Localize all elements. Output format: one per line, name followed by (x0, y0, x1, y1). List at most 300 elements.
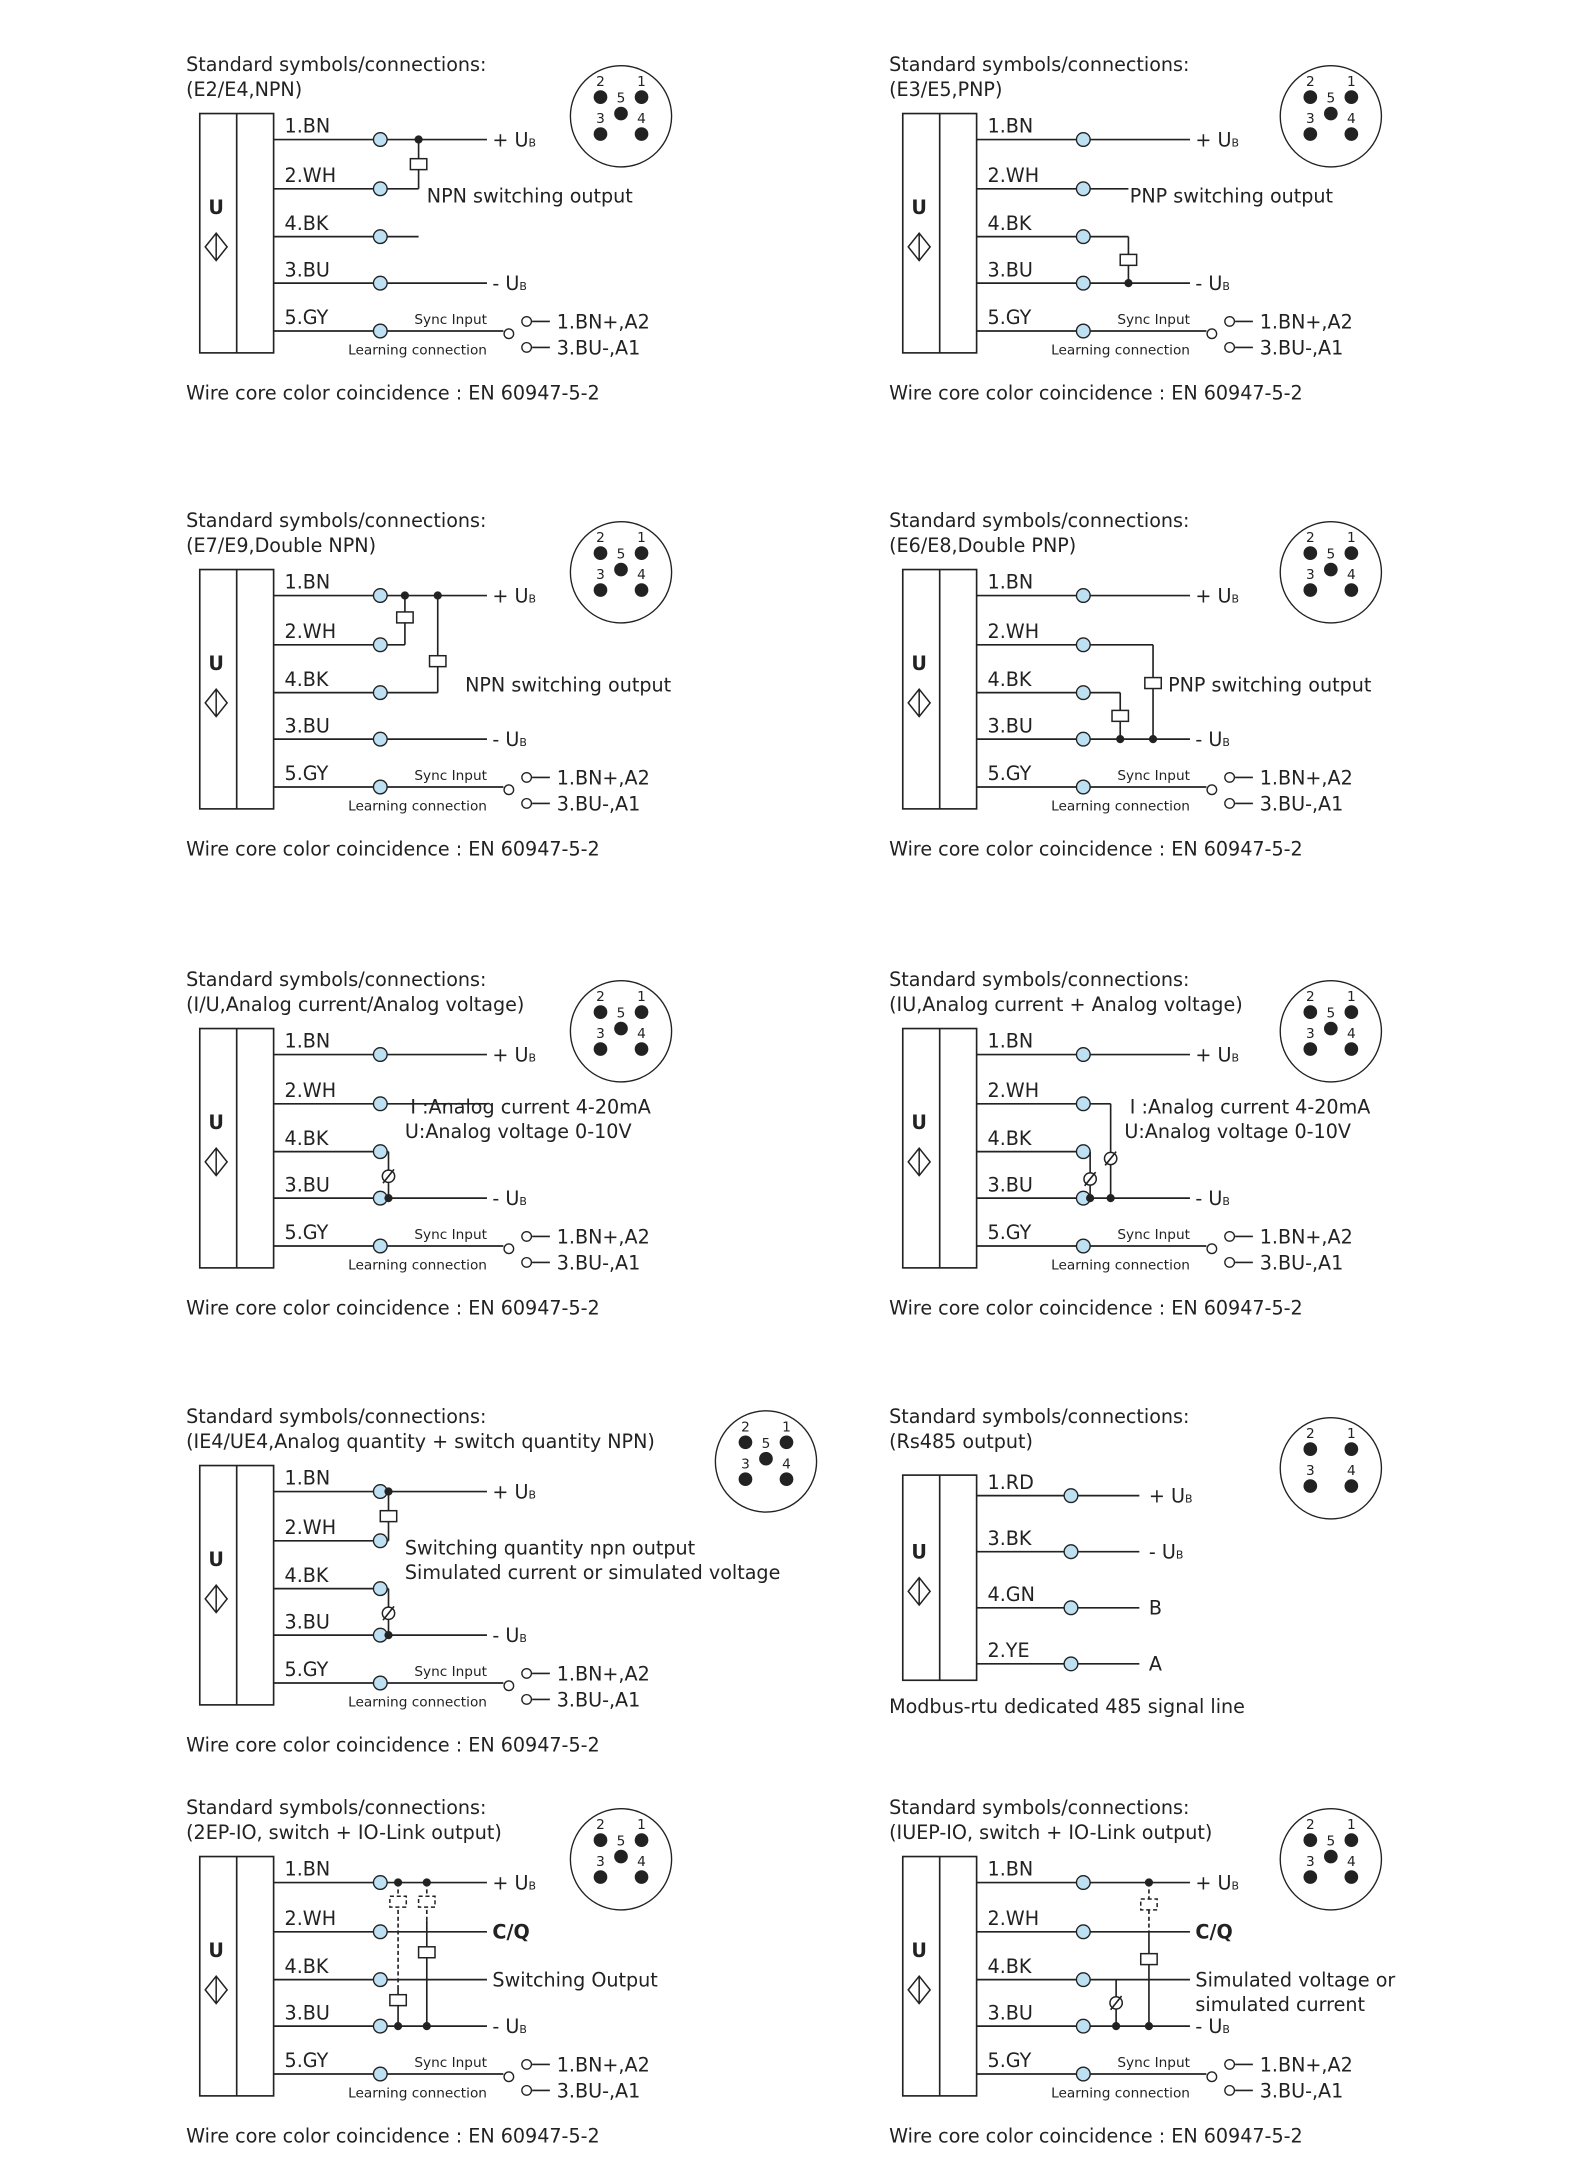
sync-input-label: Sync Input (1117, 768, 1190, 785)
wire-label: 2.WH (284, 1515, 337, 1539)
junction-dot (1086, 1194, 1094, 1202)
pin-number: 2 (741, 1419, 750, 1436)
output-description: simulated current (1195, 1993, 1365, 2017)
pin-number: 1 (637, 74, 646, 91)
learning-connection-label: Learning connection (348, 2085, 487, 2102)
junction-dot (1303, 583, 1317, 597)
wire-label: 1.BN (284, 570, 331, 594)
wire-label: 5.GY (284, 762, 329, 786)
wire-label: 4.BK (284, 1954, 329, 1978)
open-contact-icon (1225, 799, 1235, 809)
terminal-icon (1076, 1145, 1090, 1159)
terminal-icon (1076, 182, 1090, 196)
panel-title: Standard symbols/connections: (889, 53, 1190, 77)
junction-dot (1145, 1878, 1153, 1886)
subscript: B (1222, 735, 1230, 749)
terminal-icon (1064, 1545, 1078, 1559)
output-description: NPN switching output (426, 184, 633, 208)
learning-connection-label: Learning connection (348, 798, 487, 815)
wiring-panel (186, 1795, 870, 2167)
panel-subtitle: (E7/E9,Double NPN) (186, 533, 377, 557)
panel-title: Standard symbols/connections: (889, 1405, 1190, 1429)
sensor-symbol-label: U (911, 1939, 927, 1963)
wiring-panel (186, 508, 870, 880)
end-label-text: A (1148, 1652, 1163, 1676)
terminal-icon (1076, 324, 1090, 338)
end-label (492, 1187, 527, 1210)
terminal-icon (373, 133, 387, 147)
junction-dot (1345, 1442, 1359, 1456)
panel-subtitle: (Rs485 output) (889, 1429, 1033, 1453)
connector-pinout-icon (1280, 66, 1381, 167)
terminal-icon (1076, 589, 1090, 603)
load-symbol (1141, 1899, 1157, 1910)
pin-number: 4 (637, 1026, 646, 1043)
pin-number: 1 (1347, 74, 1356, 91)
terminal-icon (373, 1534, 387, 1548)
subscript: B (519, 1194, 527, 1208)
pin-number: 4 (782, 1456, 791, 1473)
pin-number: 4 (1347, 1463, 1356, 1480)
wiring-diagram (186, 1404, 870, 1776)
terminal-icon (1064, 1601, 1078, 1615)
switching-elements (390, 1878, 435, 2030)
subscript: B (528, 1879, 537, 1893)
panel-subtitle: (2EP-IO, switch + IO-Link output) (186, 1820, 502, 1844)
pin-number: 5 (616, 1833, 626, 1850)
panel-title: Standard symbols/connections: (889, 968, 1190, 992)
junction-dot (414, 135, 422, 143)
terminal-icon (1076, 638, 1090, 652)
junction-dot (1345, 546, 1359, 560)
pin-number: 1 (782, 1419, 791, 1436)
load-symbol (1145, 678, 1161, 689)
pin-number: 5 (616, 546, 626, 563)
junction-dot (614, 107, 628, 121)
junction-dot (1345, 90, 1359, 104)
junction-dot (1303, 127, 1317, 141)
sync-target-label: 1.BN+,A2 (556, 2053, 650, 2077)
connector-pinout-icon (570, 1809, 671, 1910)
subscript: B (519, 1631, 527, 1645)
end-label-text: - U (492, 1623, 520, 1647)
wiring-panel (186, 967, 870, 1339)
panel-title: Standard symbols/connections: (186, 968, 487, 992)
pin-number: 2 (1305, 530, 1315, 547)
junction-dot (384, 1194, 392, 1202)
panel-footer: Modbus-rtu dedicated 485 signal line (889, 1695, 1245, 1719)
junction-dot (635, 546, 649, 560)
end-label-text: Simulated voltage or (1195, 1968, 1396, 1992)
terminal-icon (373, 2067, 387, 2081)
pin-number: 3 (596, 1026, 605, 1043)
output-description: PNP switching output (1129, 184, 1334, 208)
subscript: B (528, 1051, 537, 1065)
sync-input-label: Sync Input (1117, 312, 1190, 329)
end-label-text: - U (492, 2014, 520, 2038)
end-label-text: C/Q (1195, 1920, 1233, 1944)
wire-label: 1.BN (284, 1466, 331, 1490)
panel-subtitle: (IUEP-IO, switch + IO-Link output) (889, 1820, 1213, 1844)
load-symbol (397, 612, 413, 623)
switching-elements (1112, 645, 1161, 743)
end-label-text: Switching Output (492, 1968, 658, 1992)
end-label (492, 128, 536, 151)
panel-title: Standard symbols/connections: (889, 509, 1190, 533)
wire-label: 4.BK (284, 1563, 329, 1587)
end-label (1195, 1921, 1232, 1944)
subscript: B (1222, 279, 1230, 293)
junction-dot (1345, 1870, 1359, 1884)
junction-dot (1345, 127, 1359, 141)
terminal-icon (1076, 686, 1090, 700)
end-label-text: + U (1148, 1484, 1186, 1508)
subscript: B (1185, 1492, 1193, 1506)
junction-dot (401, 591, 409, 599)
wire-label: 2.WH (987, 619, 1040, 643)
output-description: U:Analog voltage 0-10V (404, 1119, 632, 1143)
subscript: B (519, 279, 527, 293)
junction-dot (780, 1435, 794, 1449)
junction-dot (780, 1472, 794, 1486)
terminal-icon (373, 1097, 387, 1111)
terminal-icon (373, 1239, 387, 1253)
pin-number: 4 (1347, 1854, 1356, 1871)
pin-number: 5 (1326, 90, 1336, 107)
open-contact-icon (522, 1669, 532, 1679)
sync-input-label: Sync Input (1117, 1227, 1190, 1244)
terminal-icon (1076, 1097, 1090, 1111)
junction-dot (394, 2022, 402, 2030)
output-description: Switching quantity npn output (404, 1536, 696, 1560)
terminal-icon (1076, 1876, 1090, 1890)
end-label (492, 1968, 658, 1991)
wire-label: 5.GY (284, 2049, 329, 2073)
wire-label: 2.WH (987, 163, 1040, 187)
junction-dot (739, 1472, 753, 1486)
junction-dot (759, 1452, 773, 1466)
terminal-icon (1076, 1925, 1090, 1939)
junction-dot (1303, 1479, 1317, 1493)
open-contact-icon (522, 773, 532, 783)
sensor-symbol-label: U (208, 196, 224, 220)
load-symbol (390, 1896, 406, 1907)
junction-dot (739, 1435, 753, 1449)
pin-number: 5 (616, 1005, 626, 1022)
panel-subtitle: (I/U,Analog current/Analog voltage) (186, 992, 525, 1016)
end-label (1149, 1653, 1162, 1676)
junction-dot (1303, 90, 1317, 104)
open-contact-icon (522, 1258, 532, 1268)
sync-target-label: 3.BU-,A1 (556, 792, 641, 816)
junction-dot (594, 90, 608, 104)
junction-dot (635, 127, 649, 141)
wiring-diagram (889, 967, 1573, 1339)
junction-dot (594, 1005, 608, 1019)
junction-dot (1303, 1833, 1317, 1847)
sync-target-label: 3.BU-,A1 (1259, 792, 1344, 816)
junction-dot (1345, 583, 1359, 597)
sync-target-label: 3.BU-,A1 (556, 1251, 641, 1275)
wire-label: 1.BN (284, 1857, 331, 1881)
end-label (1149, 1484, 1193, 1507)
junction-dot (1145, 2022, 1153, 2030)
end-label-text: B (1148, 1596, 1163, 1620)
load-symbol (1141, 1954, 1157, 1965)
junction-dot (594, 583, 608, 597)
wire-label: 3.BU (284, 2001, 330, 2025)
open-contact-icon (1225, 1258, 1235, 1268)
end-label-text: - U (1148, 1540, 1176, 1564)
open-contact-icon (522, 2086, 532, 2096)
end-label-text: C/Q (492, 1920, 530, 1944)
end-label (1195, 1187, 1230, 1210)
wire-label: 5.GY (987, 306, 1032, 330)
wire-label: 3.BU (284, 714, 330, 738)
switching-elements (1120, 237, 1136, 288)
learning-connection-label: Learning connection (348, 1257, 487, 1274)
pin-number: 3 (1305, 1026, 1315, 1043)
sync-target-label: 1.BN+,A2 (1259, 1225, 1353, 1249)
end-label (492, 728, 527, 751)
junction-dot (635, 1042, 649, 1056)
subscript: B (528, 136, 537, 150)
wire-label: 4.BK (284, 667, 329, 691)
pin-number: 5 (616, 90, 626, 107)
junction-dot (1303, 1005, 1317, 1019)
junction-dot (1107, 1194, 1115, 1202)
end-label-text: - U (492, 727, 520, 751)
terminal-icon (373, 276, 387, 290)
terminal-icon (373, 638, 387, 652)
junction-dot (1324, 1022, 1338, 1036)
wiring-diagram (889, 508, 1573, 880)
junction-dot (434, 591, 442, 599)
junction-dot (635, 583, 649, 597)
wire-label: 2.YE (987, 1639, 1030, 1663)
terminal-icon (1064, 1657, 1078, 1671)
pin-number: 2 (596, 74, 605, 91)
end-label (1195, 1043, 1239, 1066)
pin-number: 1 (1347, 1426, 1356, 1443)
subscript: B (528, 592, 537, 606)
sensor-symbol-label: U (911, 196, 927, 220)
open-contact-icon (504, 1244, 514, 1254)
junction-dot (635, 1005, 649, 1019)
terminal-icon (373, 1582, 387, 1596)
wire-label: 4.GN (987, 1582, 1035, 1606)
load-symbol (419, 1896, 435, 1907)
pin-number: 3 (1305, 567, 1315, 584)
junction-dot (1345, 1479, 1359, 1493)
open-contact-icon (522, 317, 532, 327)
sync-input-label: Sync Input (414, 2055, 487, 2072)
end-label (1195, 1968, 1395, 1991)
pin-number: 1 (637, 989, 646, 1006)
sync-target-label: 3.BU-,A1 (1259, 336, 1344, 360)
junction-dot (1345, 1833, 1359, 1847)
junction-dot (423, 1878, 431, 1886)
wiring-diagram (889, 1795, 1573, 2167)
pin-number: 2 (596, 989, 605, 1006)
sensor-symbol-label: U (208, 1939, 224, 1963)
load-symbol (390, 1995, 406, 2006)
junction-dot (1124, 279, 1132, 287)
junction-dot (635, 90, 649, 104)
panel-footer: Wire core color coincidence : EN 60947-5-2 (186, 2124, 600, 2148)
sync-target-label: 1.BN+,A2 (1259, 766, 1353, 790)
learning-connection-label: Learning connection (1051, 2085, 1190, 2102)
end-label-text: - U (1195, 727, 1223, 751)
panel-title: Standard symbols/connections: (186, 509, 487, 533)
end-label (1195, 1871, 1239, 1894)
terminal-icon (1076, 2019, 1090, 2033)
terminal-icon (1076, 133, 1090, 147)
pin-number: 3 (1305, 111, 1315, 128)
wire-label: 3.BK (987, 1526, 1032, 1550)
pin-number: 3 (1305, 1854, 1315, 1871)
wiring-diagram (186, 1795, 870, 2167)
wire-label: 2.WH (284, 1906, 337, 1930)
junction-dot (614, 1022, 628, 1036)
pin-number: 5 (1326, 1005, 1336, 1022)
switching-elements (410, 135, 426, 188)
pin-number: 1 (637, 1817, 646, 1834)
sync-target-label: 1.BN+,A2 (1259, 2053, 1353, 2077)
sync-input-label: Sync Input (414, 768, 487, 785)
pin-number: 1 (637, 530, 646, 547)
wire-label: 5.GY (987, 2049, 1032, 2073)
junction-dot (635, 1870, 649, 1884)
junction-dot (614, 1850, 628, 1864)
panel-title: Standard symbols/connections: (186, 1796, 487, 1820)
pin-number: 2 (596, 530, 605, 547)
sensor-symbol-label: U (208, 652, 224, 676)
learning-connection-label: Learning connection (1051, 798, 1190, 815)
learning-connection-label: Learning connection (348, 342, 487, 359)
terminal-icon (373, 1145, 387, 1159)
pin-number: 1 (1347, 530, 1356, 547)
panel-subtitle: (IE4/UE4,Analog quantity + switch quantity NPN) (186, 1429, 655, 1453)
terminal-icon (373, 732, 387, 746)
terminal-icon (373, 1925, 387, 1939)
wire-label: 2.WH (284, 1078, 337, 1102)
junction-dot (1303, 546, 1317, 560)
learning-connection-label: Learning connection (348, 1694, 487, 1711)
sync-input-label: Sync Input (414, 1227, 487, 1244)
end-label (492, 2015, 527, 2038)
panel-subtitle: (IU,Analog current + Analog voltage) (889, 992, 1243, 1016)
subscript: B (528, 1488, 537, 1502)
sync-input-label: Sync Input (1117, 2055, 1190, 2072)
terminal-icon (1076, 732, 1090, 746)
wire-label: 1.BN (284, 114, 331, 138)
end-label (1195, 272, 1230, 295)
pin-number: 2 (596, 1817, 605, 1834)
terminal-icon (1076, 1048, 1090, 1062)
panel-footer: Wire core color coincidence : EN 60947-5-2 (186, 1296, 600, 1320)
terminal-icon (1064, 1489, 1078, 1503)
panel-title: Standard symbols/connections: (889, 1796, 1190, 1820)
pin-number: 3 (1305, 1463, 1315, 1480)
wire-label: 5.GY (284, 1658, 329, 1682)
panel-footer: Wire core color coincidence : EN 60947-5-2 (889, 837, 1303, 861)
end-label-text: - U (492, 1186, 520, 1210)
junction-dot (1149, 735, 1157, 743)
pin-number: 5 (1326, 1833, 1336, 1850)
wiring-panel (186, 1404, 870, 1776)
panel-subtitle: (E6/E8,Double PNP) (889, 533, 1077, 557)
junction-dot (394, 1878, 402, 1886)
wire-label: 3.BU (987, 2001, 1033, 2025)
end-label-text: + U (1195, 584, 1232, 608)
junction-dot (594, 1833, 608, 1847)
pin-number: 1 (1347, 989, 1356, 1006)
junction-dot (635, 1833, 649, 1847)
output-description: I :Analog current 4-20mA (410, 1095, 651, 1119)
connector-pinout-icon (1280, 981, 1381, 1082)
output-description: U:Analog voltage 0-10V (1124, 1119, 1351, 1143)
switching-elements (380, 1487, 396, 1639)
end-label (492, 1871, 536, 1894)
end-label (492, 1480, 536, 1503)
wire-label: 1.RD (987, 1470, 1034, 1494)
end-label (492, 1624, 527, 1647)
junction-dot (1324, 1850, 1338, 1864)
connector-pinout-icon (1280, 522, 1381, 623)
open-contact-icon (1207, 2072, 1217, 2082)
pin-number: 4 (637, 567, 646, 584)
sync-target-label: 3.BU-,A1 (556, 336, 641, 360)
end-label (1195, 728, 1230, 751)
wire-label: 3.BU (284, 1610, 330, 1634)
open-contact-icon (522, 1695, 532, 1705)
open-contact-icon (522, 2060, 532, 2070)
subscript: B (1231, 1879, 1240, 1893)
open-contact-icon (1207, 329, 1217, 339)
wiring-panel (889, 52, 1573, 424)
panel-footer: Wire core color coincidence : EN 60947-5-2 (889, 2124, 1303, 2148)
load-symbol (430, 656, 446, 667)
pin-number: 4 (1347, 111, 1356, 128)
sync-input-label: Sync Input (414, 312, 487, 329)
wire-label: 3.BU (987, 258, 1033, 282)
pin-number: 2 (1305, 1817, 1315, 1834)
subscript: B (1175, 1548, 1184, 1562)
open-contact-icon (1225, 2086, 1235, 2096)
output-description: Simulated current or simulated voltage (404, 1561, 781, 1585)
subscript: B (1222, 1194, 1230, 1208)
terminal-icon (373, 589, 387, 603)
wire-label: 5.GY (284, 306, 329, 330)
load-symbol (1120, 254, 1136, 265)
sync-input-label: Sync Input (414, 1664, 487, 1681)
junction-dot (1324, 107, 1338, 121)
wire-label: 5.GY (987, 1221, 1032, 1245)
end-label-text: + U (1195, 1043, 1232, 1067)
switching-elements (397, 591, 446, 692)
junction-dot (1112, 2022, 1120, 2030)
pin-number: 4 (637, 111, 646, 128)
terminal-icon (1076, 1239, 1090, 1253)
panel-footer: Wire core color coincidence : EN 60947-5-2 (889, 1296, 1303, 1320)
load-symbol (410, 159, 426, 170)
connector-pinout-icon (1280, 1809, 1381, 1910)
subscript: B (519, 735, 527, 749)
junction-dot (384, 1487, 392, 1495)
learning-connection-label: Learning connection (1051, 342, 1190, 359)
open-contact-icon (504, 1681, 514, 1691)
